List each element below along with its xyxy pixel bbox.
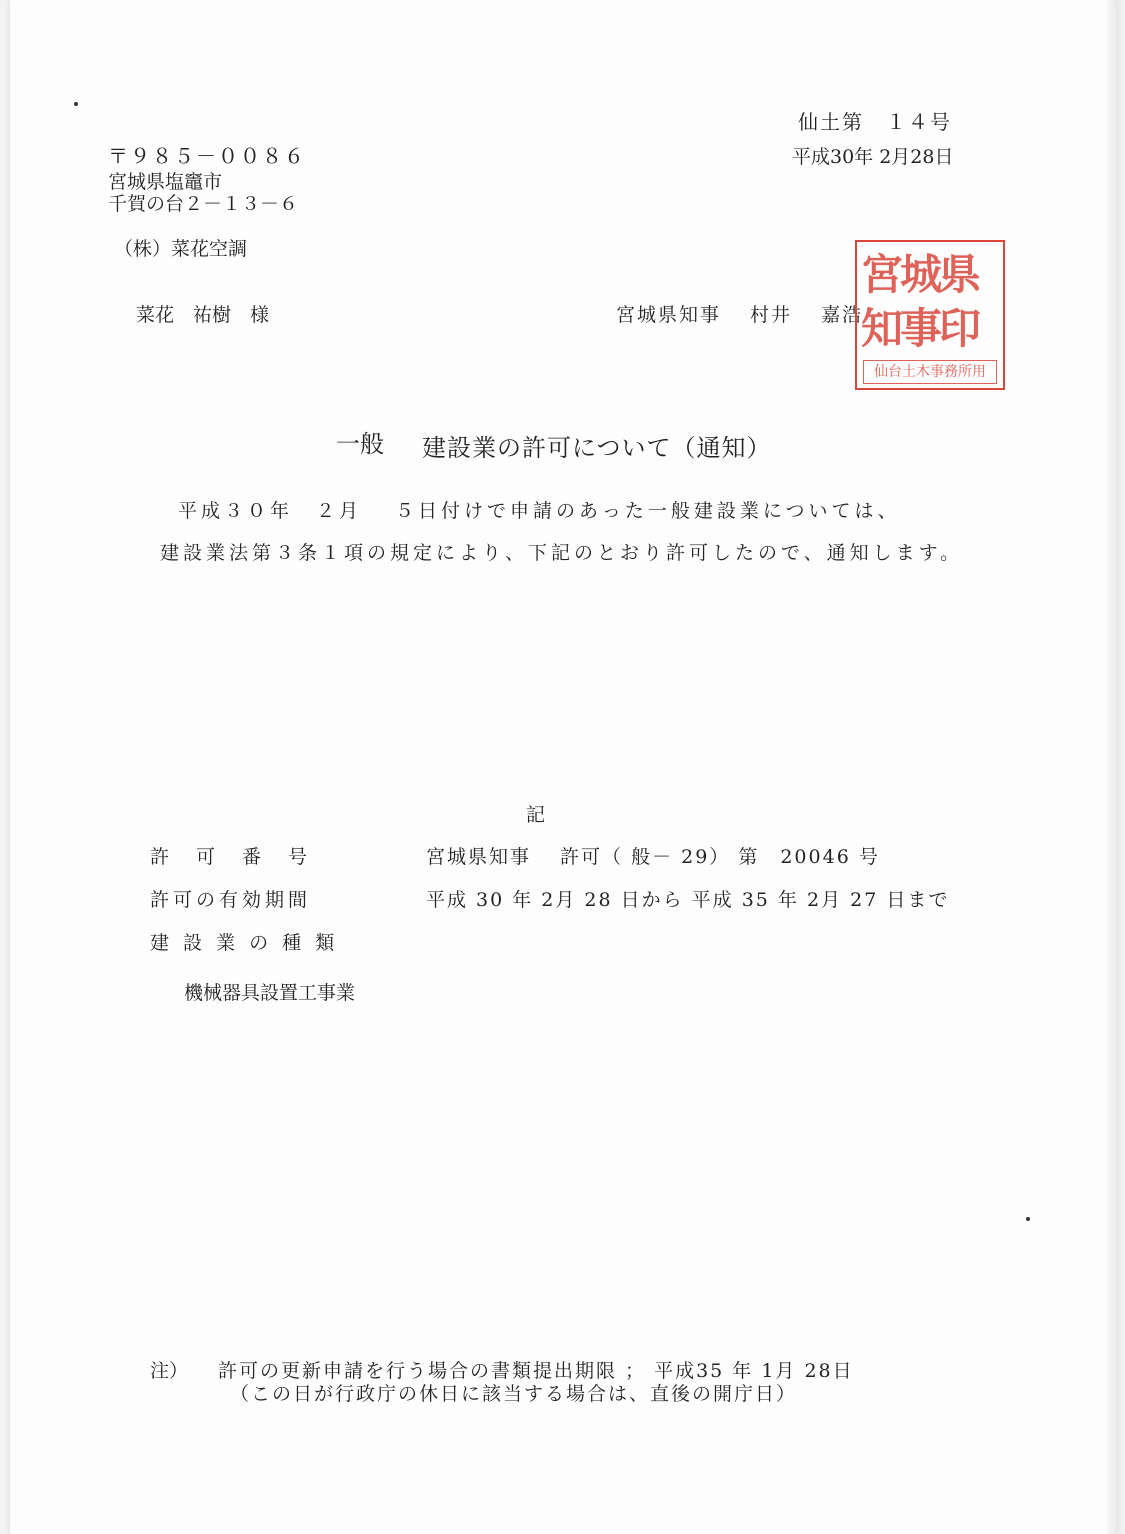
- speck: [74, 102, 78, 106]
- company-name: （株）菜花空調: [114, 238, 248, 260]
- ki-heading: 記: [526, 804, 546, 826]
- document-date: 平成30年 2月28日: [792, 146, 954, 168]
- detail-value-permit-number: 宮城県知事 許可（ 般－ 29） 第 20046 号: [426, 846, 880, 868]
- seal-text-top: 宮城県: [861, 250, 979, 299]
- detail-label-validity: 許可の有効期間: [150, 889, 312, 911]
- body-line-1: 平成３０年 ２月 ５日付けで申請のあった一般建設業については、: [178, 500, 901, 522]
- address-city: 宮城県塩竈市: [108, 171, 223, 193]
- detail-value-validity: 平成 30 年 2月 28 日から 平成 35 年 2月 27 日まで: [426, 889, 950, 911]
- seal-text-middle: 知事印: [861, 304, 979, 353]
- industry-type: 機械器具設置工事業: [184, 982, 356, 1004]
- official-seal: [855, 240, 1005, 390]
- postal-code: 〒９８５－００８６: [108, 144, 306, 168]
- note-line-2: （この日が行政庁の休日に該当する場合は、直後の開庁日）: [230, 1383, 798, 1405]
- recipient-name: 菜花 祐樹 様: [136, 304, 270, 326]
- address-street: 千賀の台２－１３－６: [108, 193, 299, 215]
- seal-footer: 仙台土木事務所用: [863, 360, 997, 384]
- note-label: 注）: [150, 1360, 189, 1382]
- body-line-2: 建設業法第３条１項の規定により、下記のとおり許可したので、通知します。: [160, 542, 964, 564]
- speck: [1026, 1217, 1030, 1221]
- document-title: 建設業の許可について（通知）: [422, 434, 772, 462]
- detail-label-permit-number: 許 可 番 号: [150, 846, 312, 868]
- document-number: 仙土第 １４号: [798, 110, 952, 134]
- detail-label-industry-type: 建 設 業 の 種 類: [150, 932, 339, 954]
- document-page: [10, 0, 1117, 1534]
- sender-name: 宮城県知事 村井 嘉浩: [616, 304, 864, 326]
- note-line-1: 許可の更新申請を行う場合の書類提出期限 ； 平成35 年 1月 28日: [218, 1360, 854, 1382]
- title-prefix: 一般: [336, 430, 384, 458]
